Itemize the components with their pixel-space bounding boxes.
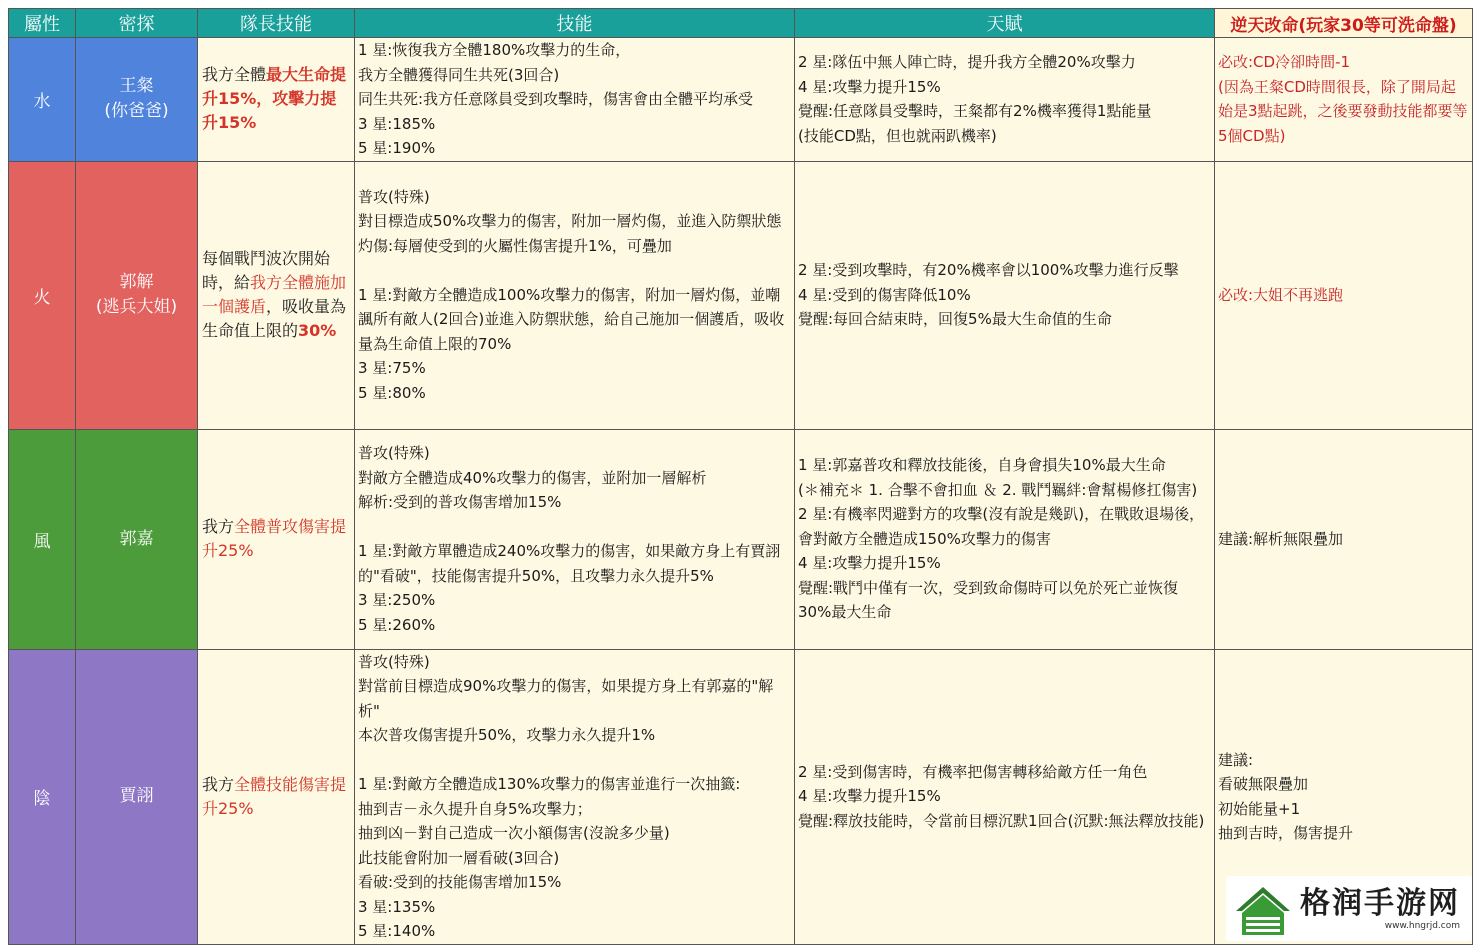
name-cell bbox=[76, 161, 198, 429]
text-line bbox=[358, 748, 791, 773]
character-table bbox=[8, 8, 1473, 945]
text-line: 初始能量+1 bbox=[1218, 799, 1301, 818]
text-line: 3 星:75% bbox=[358, 359, 426, 378]
text-line: 建議:解析無限疊加 bbox=[1218, 529, 1344, 548]
text-line: (因為王粲CD時間很長，除了開局起始是3點起跳，之後要發動技能都要等5個CD點) bbox=[1218, 77, 1468, 145]
leader-text: 我方全體 bbox=[202, 65, 267, 85]
text-line: 4 星:受到的傷害降低10% bbox=[798, 285, 971, 304]
text-line: 解析:受到的普攻傷害增加15% bbox=[358, 493, 562, 511]
destiny-cell bbox=[1215, 429, 1473, 649]
name-line: (逃兵大姐) bbox=[95, 297, 178, 317]
skill-cell bbox=[355, 649, 795, 944]
name-line: 郭嘉 bbox=[119, 528, 154, 549]
text-line: 普攻(特殊) bbox=[358, 444, 430, 462]
talent-cell bbox=[795, 161, 1215, 429]
text-line: 灼傷:每層使受到的火屬性傷害提升1%，可疊加 bbox=[358, 236, 672, 255]
header-detective: 密探 bbox=[76, 9, 198, 38]
text-line: 看破:受到的技能傷害增加15% bbox=[358, 873, 562, 891]
text-line: 本次普攻傷害提升50%，攻擊力永久提升1% bbox=[358, 726, 656, 744]
leader-text: 每個戰鬥波次開始時，給 bbox=[202, 249, 331, 292]
text-line: 普攻(特殊) bbox=[358, 187, 430, 206]
text-line: 1 星:郭嘉普攻和釋放技能後，自身會損失10%最大生命 bbox=[798, 456, 1166, 475]
name-cell bbox=[76, 429, 198, 649]
text-line: 4 星:攻擊力提升15% bbox=[798, 77, 941, 96]
text-line: 對敵方全體造成40%攻擊力的傷害，並附加一層解析 bbox=[358, 468, 707, 487]
text-line: 1 星:對敵方全體造成130%攻擊力的傷害並進行一次抽籤: bbox=[358, 775, 741, 793]
text-line: 5 星:80% bbox=[358, 383, 426, 402]
text-line: 3 星:135% bbox=[358, 897, 436, 916]
text-line: 對當前目標造成90%攻擊力的傷害，如果提方身上有郭嘉的"解析" bbox=[358, 677, 774, 720]
table-row-fire bbox=[9, 161, 1473, 429]
text-line: 對目標造成50%攻擊力的傷害，附加一層灼傷，並進入防禦狀態 bbox=[358, 212, 782, 231]
leader-highlight: 30% bbox=[298, 321, 337, 340]
leader-highlight: 全體普攻傷害提升25% bbox=[202, 517, 347, 560]
text-line: 此技能會附加一層看破(3回合) bbox=[358, 848, 560, 867]
name-line: 郭解 bbox=[119, 272, 154, 292]
text-line: 抽到凶－對自己造成一次小額傷害(沒說多少量) bbox=[358, 824, 670, 842]
header-destiny: 逆天改命(玩家30等可洗命盤) bbox=[1215, 9, 1473, 38]
leader-highlight: 我方全體施加一個護盾 bbox=[202, 273, 347, 316]
table-row-wind bbox=[9, 429, 1473, 649]
talent-cell bbox=[795, 429, 1215, 649]
name-cell bbox=[76, 649, 198, 944]
table-row-water bbox=[9, 38, 1473, 162]
attr-cell: 風 bbox=[9, 429, 76, 649]
text-line: 抽到吉時，傷害提升 bbox=[1218, 824, 1354, 842]
text-line: 覺醒:每回合結束時，回復5%最大生命值的生命 bbox=[798, 310, 1112, 329]
text-line: 我方全體獲得同生共死(3回合) bbox=[358, 65, 560, 84]
leader-skill-cell bbox=[198, 429, 355, 649]
text-line: 覺醒:任意隊員受擊時，王粲都有2%機率獲得1點能量 bbox=[798, 102, 1152, 121]
text-line: 3 星:185% bbox=[358, 114, 436, 133]
text-line: 2 星:受到攻擊時，有20%機率會以100%攻擊力進行反擊 bbox=[798, 261, 1179, 280]
text-line: 普攻(特殊) bbox=[358, 652, 430, 671]
text-line: 覺醒:戰鬥中僅有一次，受到致命傷時可以免於死亡並恢復30%最大生命 bbox=[798, 578, 1179, 622]
text-line: 會對敵方全體造成150%攻擊力的傷害 bbox=[798, 529, 1051, 548]
text-line: 必改:大姐不再逃跑 bbox=[1218, 285, 1344, 304]
text-line: 建議: bbox=[1218, 750, 1254, 769]
site-watermark bbox=[1226, 876, 1472, 941]
skill-cell bbox=[355, 38, 795, 162]
house-logo-icon bbox=[1232, 881, 1294, 937]
leader-text: 我方 bbox=[202, 517, 235, 536]
attr-cell: 陰 bbox=[9, 649, 76, 944]
leader-highlight: 全體技能傷害提升25% bbox=[202, 774, 347, 818]
leader-skill-cell bbox=[198, 649, 355, 944]
text-line: 必改:CD冷卻時間-1 bbox=[1218, 53, 1351, 72]
text-line: 5 星:190% bbox=[358, 139, 436, 157]
text-line: 3 星:250% bbox=[358, 591, 436, 609]
text-line: 2 星:受到傷害時，有機率把傷害轉移給敵方任一角色 bbox=[798, 762, 1148, 781]
destiny-cell bbox=[1215, 38, 1473, 162]
name-cell bbox=[76, 38, 198, 162]
text-line: 1 星:對敵方全體造成100%攻擊力的傷害，附加一層灼傷，並嘲諷所有敵人(2回合)並進入防禦狀態，給自己施加一個護盾，吸收量為生命值上限的70% bbox=[358, 285, 785, 353]
text-line: 看破無限疊加 bbox=[1218, 775, 1309, 793]
destiny-cell bbox=[1215, 161, 1473, 429]
header-attr: 屬性 bbox=[9, 9, 76, 38]
header-row bbox=[9, 9, 1473, 38]
leader-skill-cell bbox=[198, 38, 355, 162]
text-line: 覺醒:釋放技能時，令當前目標沉默1回合(沉默:無法釋放技能) bbox=[798, 811, 1205, 830]
attr-cell: 火 bbox=[9, 161, 76, 429]
leader-highlight: 最大生命提升15%，攻擊力提升15% bbox=[202, 65, 347, 133]
talent-cell bbox=[795, 38, 1215, 162]
site-url: www.hngrjd.com bbox=[1384, 920, 1460, 931]
text-line: 1 星:對敵方單體造成240%攻擊力的傷害，如果敵方身上有賈詡的"看破"，技能傷害提升50%，且攻擊力永久提升5% bbox=[358, 542, 781, 585]
site-name: 格润手游网 bbox=[1300, 885, 1460, 921]
text-line: 2 星:有機率閃避對方的攻擊(沒有說是幾趴)，在戰敗退場後， bbox=[798, 505, 1205, 524]
text-line bbox=[358, 515, 791, 540]
text-line: 抽到吉－永久提升自身5%攻擊力； bbox=[358, 799, 592, 818]
skill-cell bbox=[355, 429, 795, 649]
text-line: 2 星:隊伍中無人陣亡時，提升我方全體20%攻擊力 bbox=[798, 53, 1136, 72]
text-line: (技能CD點，但也就兩趴機率) bbox=[798, 126, 997, 145]
name-line: 王粲 bbox=[119, 76, 154, 97]
text-line bbox=[358, 258, 791, 283]
leader-text: ，吸收量為生命值上限的 bbox=[202, 297, 347, 340]
text-line: 4 星:攻擊力提升15% bbox=[798, 554, 941, 573]
name-line: (你爸爸) bbox=[104, 101, 169, 122]
text-line: (＊補充＊ 1. 合擊不會扣血 ＆ 2. 戰鬥羈絆:會幫楊修扛傷害) bbox=[798, 480, 1198, 499]
skill-cell bbox=[355, 161, 795, 429]
talent-cell bbox=[795, 649, 1215, 944]
attr-cell: 水 bbox=[9, 38, 76, 162]
text-line: 同生共死:我方任意隊員受到攻擊時，傷害會由全體平均承受 bbox=[358, 90, 754, 108]
leader-skill-cell bbox=[198, 161, 355, 429]
text-line: 4 星:攻擊力提升15% bbox=[798, 787, 941, 806]
header-talent: 天賦 bbox=[795, 9, 1215, 38]
leader-text: 我方 bbox=[202, 774, 235, 794]
name-line: 賈詡 bbox=[119, 786, 154, 806]
header-skill: 技能 bbox=[355, 9, 795, 38]
header-leader-skill: 隊長技能 bbox=[198, 9, 355, 38]
text-line: 1 星:恢復我方全體180%攻擊力的生命， bbox=[358, 41, 631, 59]
text-line: 5 星:260% bbox=[358, 615, 436, 634]
text-line: 5 星:140% bbox=[358, 922, 436, 940]
